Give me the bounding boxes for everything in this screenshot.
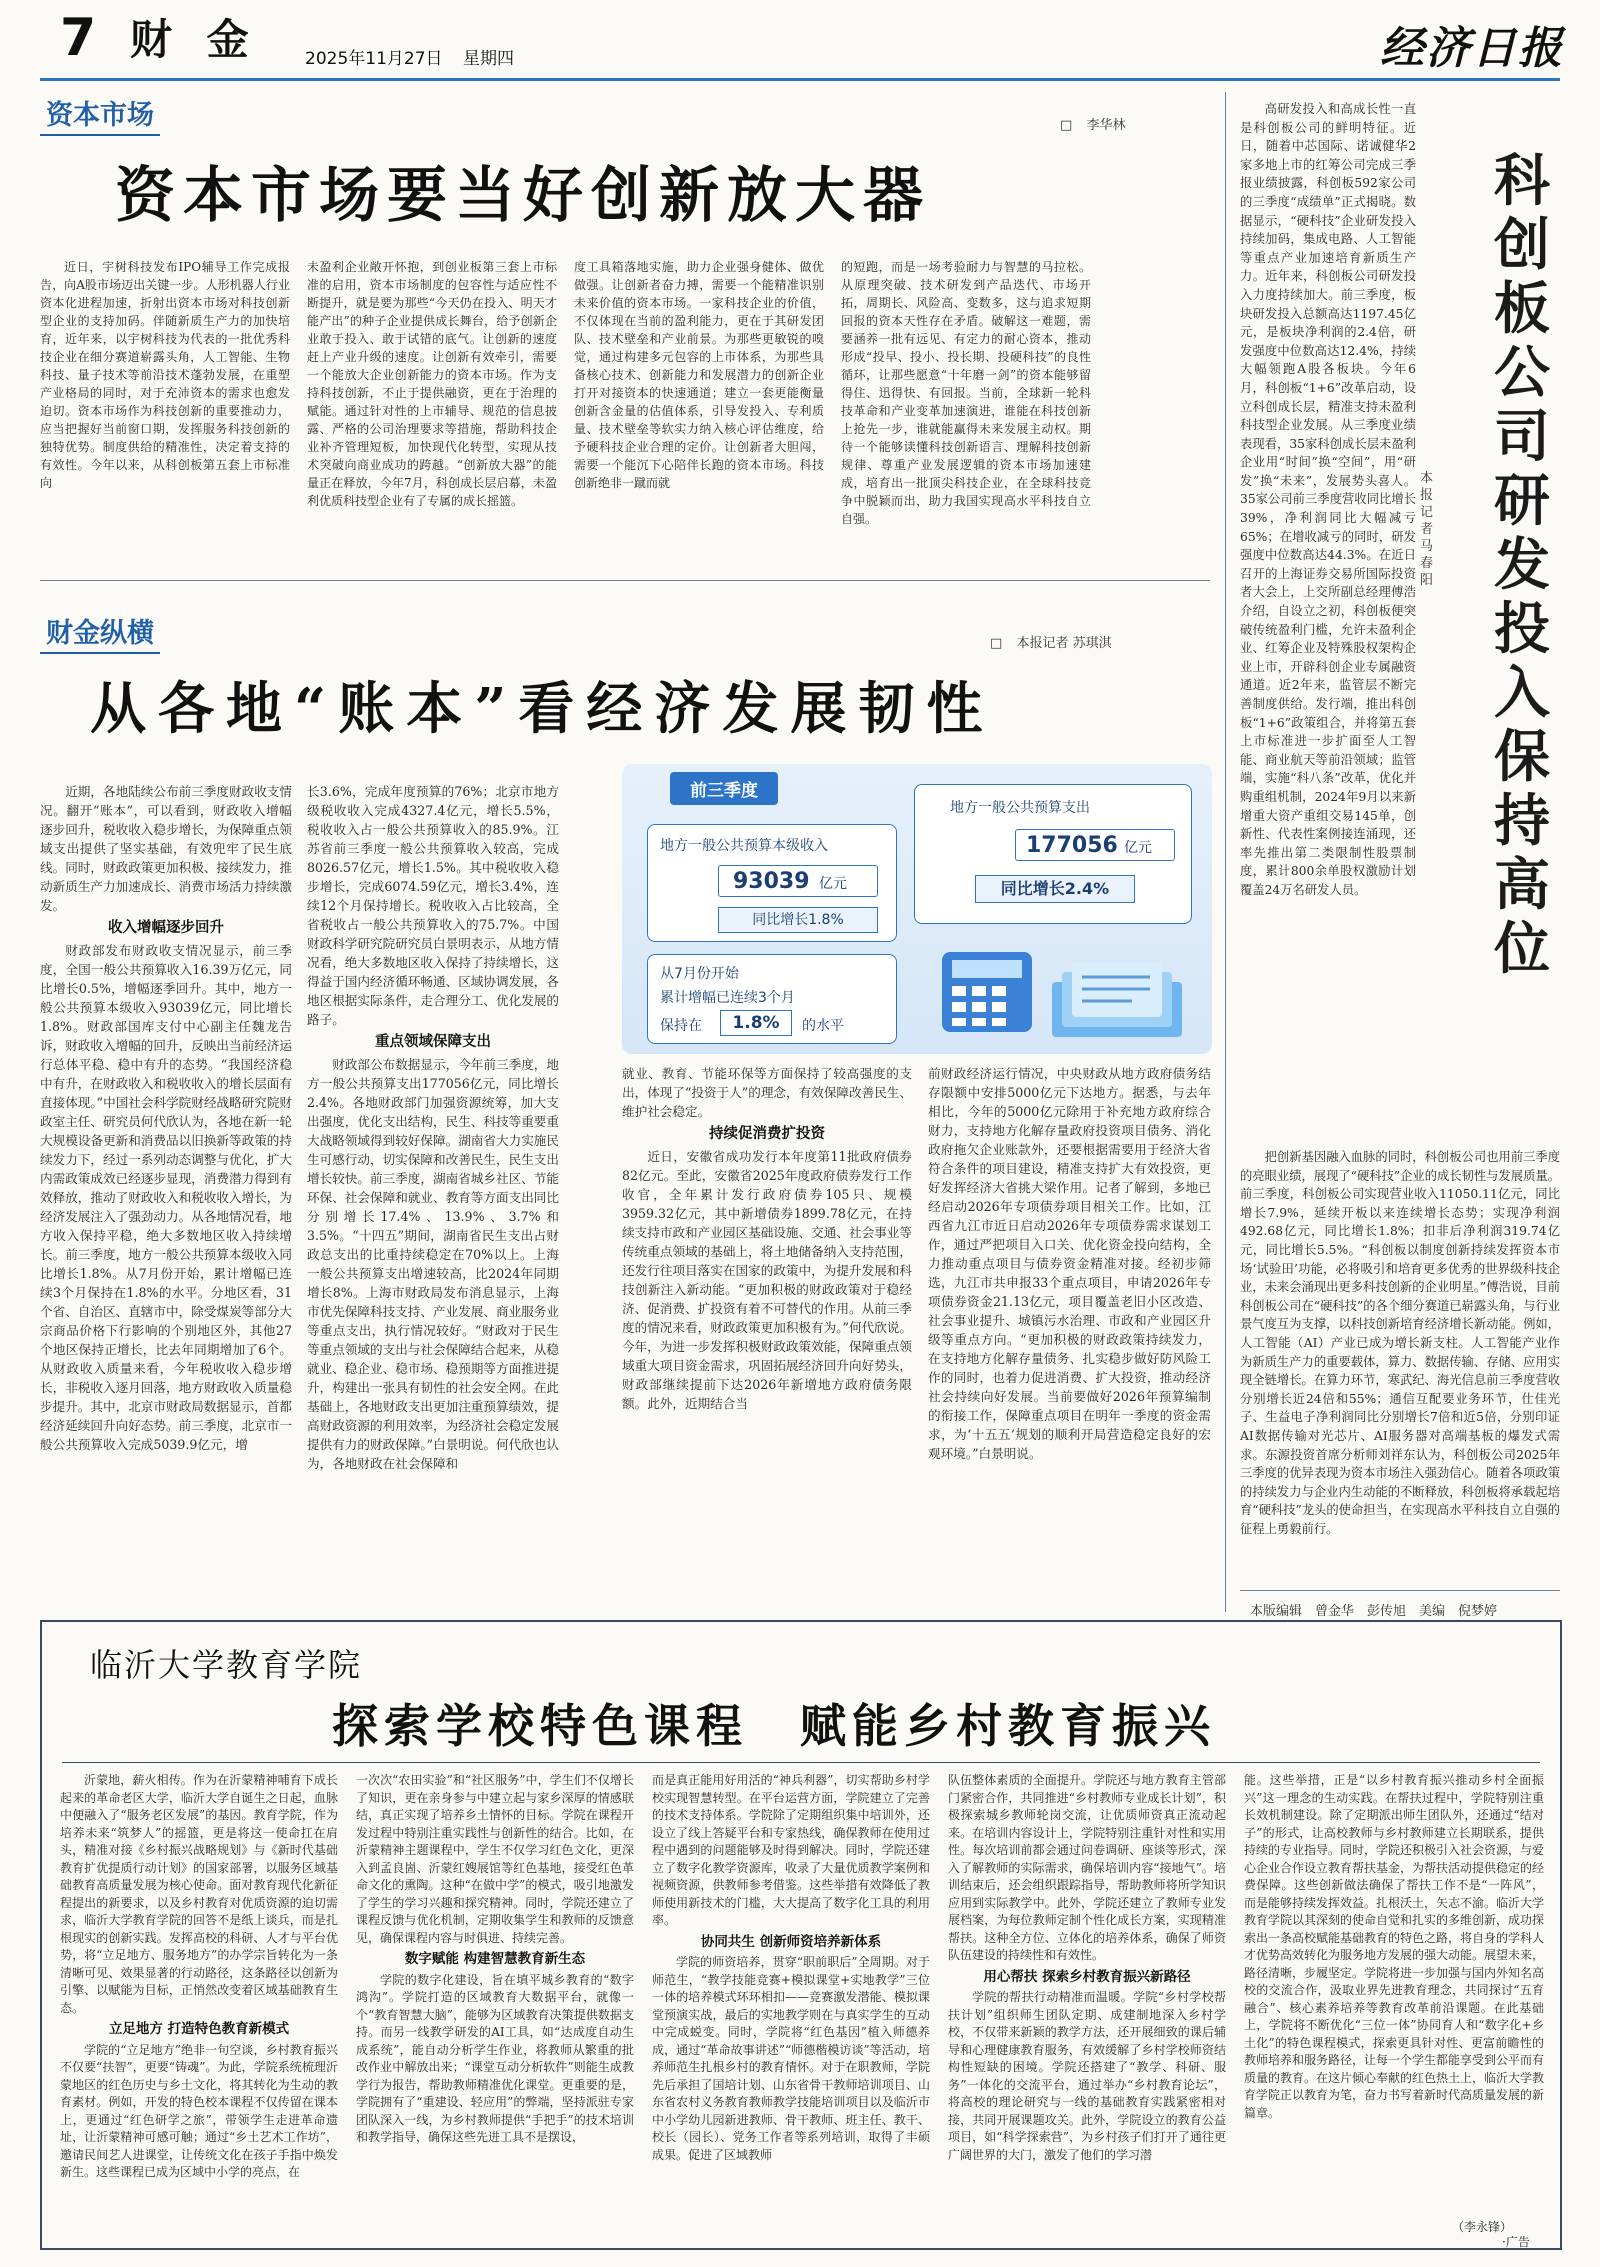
ad-column-2: [356, 1772, 634, 2242]
ad-subheading-3: 协同共生 创新师资培养新体系: [700, 1933, 882, 1950]
paragraph: 一次次“农田实验”和“社区服务”中，学生们不仅增长了知识，更在亲身参与中建立起与家乡深厚的情感联结，真正实现了培养乡土情怀的目标。学院在课程开发过程中特别注重实践性与创新性的结合。比如，在沂蒙精神主题课程中，学生不仅学习红色文化，更深入到孟良崮、沂蒙红嫂展馆等红色基地，接受红色革命文化的熏陶。这种“在做中学”的模式，吸引地激发了学生的学习兴趣和探究精神。同时，学院还建立了课程反馈与优化机制，定期收集学生和教师的反馈意见，确保课程内容与时俱进、持续完善。: [356, 1773, 634, 1945]
article2-column-2: [307, 782, 559, 1612]
page-credits: 本版编辑 曾金华 彭传旭 美编 倪梦婷: [1250, 1604, 1498, 1619]
paragraph: 能。这些举措，正是“以乡村教育振兴推动乡村全面振兴”这一理念的生动实践。在帮扶过程中，学院特别注重长效机制建设。除了定期派出师生团队外，还通过“结对子”的形式，让高校教师与乡村教师建立长期联系，提供持续的专业指导。同时，学院还积极引入社会资源，与爱心企业合作设立教育帮扶基金，为帮扶活动提供稳定的经费保障。这些创新做法确保了帮扶工作不是“一阵风”，而是能够持续发挥效益。扎根沃土，矢志不渝。临沂大学教育学院以其深刻的使命自觉和扎实的多维创新，成功探索出一条高校赋能基础教育的特色之路，将自身的学科人才优势高效转化为服务地方发展的强大动能。展望未来，路径清晰，步履坚定。学院将进一步加强与国内外知名高校的交流合作，汲取业界先进教育理念，共同探讨“五育融合”、核心素养培养等教育改革前沿课题。在此基础上，学院将不断优化“三位一体”协同育人和“数字化+乡土化”的特色课程模式，探索更具针对性、更富前瞻性的教师培养和服务路径，让每一个学生都能享受到公平而有质量的教育。在这片倾心奉献的红色热土上，临沂大学教育学院正以教育为笔，奋力书写着新时代高质量发展的新篇章。: [1244, 1773, 1544, 2120]
paragraph: 学院的师资培养，贯穿“职前职后”全周期。对于师范生，“教学技能竞赛+模拟课堂+实地教学”三位一体的培养模式环环相扣——竞赛激发潜能、模拟课堂预演实战，最后的实地教学则在与真实学生的互动中完成蜕变。同时，学院将“红色基因”植入师德养成，通过“革命故事讲述”“师德楷模访谈”等活动，培养师范生扎根乡村的教育情怀。对于在职教师，学院先后承担了国培计划、山东省骨干教师培训项目、山东省农村义务教育教师教学技能培训项目以及临沂市中小学幼儿园新进教师、骨干教师、班主任、教干、校长（园长）、党务工作者等系列培训，取得了丰硕成果。促进了区域教师: [652, 1955, 930, 2162]
author-name: 本报记者 苏琪淇: [1016, 636, 1112, 651]
stay-at-text: 保持在: [660, 1018, 702, 1034]
article2-column-4: [928, 1064, 1211, 1612]
expenditure-value-box: [1015, 829, 1175, 861]
ad-mark: ·广告: [1502, 2235, 1530, 2249]
expenditure-unit: 亿元: [1124, 840, 1152, 856]
masthead: [0, 0, 1600, 84]
ad-title-rule: [62, 1762, 1540, 1763]
article1-column-1: [40, 258, 290, 570]
article1-column-2: [307, 258, 557, 570]
column-tag-finance-perspective: 财金纵横: [40, 616, 160, 654]
subheading-consumption: 持续促消费扩投资: [709, 1126, 825, 1142]
sidebar-byline: 本报记者 马春阳: [1420, 471, 1434, 588]
paragraph: 近日，宇树科技发布IPO辅导工作完成报告，向A股市场迈出关键一步。人形机器人行业资本化进程加速，折射出资本市场对科技创新型企业的支持加码。伴随新质生产力的加快培育，近年来，以宇树科技为代表的一批优秀科技企业在细分赛道崭露头角，人工智能、生物科技、量子技术等前沿技术蓬勃发展，在重塑产业格局的同时，对于充沛资本的需求也愈发迫切。资本市场作为科技创新的重要推动力，应当把握好当前窗口期，发挥服务科技创新的独特优势。制度供给的精准性，决定着支持的有效性。今年以来，从科创板第五套上市标准向: [40, 260, 290, 490]
ad-subheading-1: 立足地方 打造特色教育新模式: [108, 2021, 290, 2037]
subheading-revenue: 收入增幅逐步回升: [108, 920, 224, 936]
paragraph: 财政部发布财政收支情况显示，前三季度，全国一般公共预算收入16.39万亿元，同比增长0.5%，增幅逐季回升。其中，地方一般公共预算本级收入93039亿元，同比增长1.8%。财政部国库支付中心副主任魏龙告诉，财政收入增幅的回升，反映出当前经济运行总体平稳、稳中有升的态势。“我国经济稳中有升，在财政收入和税收收入的增长层面有直接体现。”中国社会科学院财经战略研究院财政室主任、研究员何代欣认为，各地在新一轮大规模设备更新和消费品以旧换新等政策的持续发力下，经过一系列动态调整与优化，扩大内需政策成效已经逐步显现，消费潜力得到有效释放，推动了财政收入和税收收入增长，为经济发展注入了强劲动力。从各地情况看，地方收入保持平稳，绝大多数地区收入持续增长。前三季度，地方一般公共预算本级收入同比增长1.8%。从7月份开始，累计增幅已连续3个月保持在1.8%的水平。分地区看，31个省、自治区、直辖市中，除受煤炭等部分大宗商品价格下行影响的个别地区外，其他27个地区保持正增长，比去年同期增加了6个。从财政收入质量来看，今年税收收入稳步增长，非税收入逐月回落，地方财政收入质量稳步提升。其中，北京市财政局数据显示，首都经济延续回升向好态势。前三季度，北京市一般公共预算收入完成5039.9亿元，增: [40, 943, 292, 1452]
author-name: 李华林: [1086, 118, 1126, 133]
divider: [1225, 92, 1226, 1612]
sidebar-text-narrow: [1240, 100, 1416, 1142]
revenue-value: 93039: [733, 869, 810, 894]
issue-weekday: 星期四: [463, 49, 514, 69]
paragraph: 学院的“立足地方”绝非一句空谈，乡村教育振兴不仅要“扶智”，更要“铸魂”。为此，学院系统梳理沂蒙地区的红色历史与乡土文化，将其转化为生动的教育素材。例如，开发的特色校本课程不仅传留在课本上，更通过“红色研学之旅”，带领学生走进革命遗址，让沂蒙精神可感可触；通过“乡土艺术工作坊”，邀请民间艺人进课堂，让传统文化在孩子手指中焕发新生。这些课程已成为区域中小学的亮点，在: [60, 2042, 338, 2179]
issue-date: 2025年11月27日: [305, 49, 443, 69]
expenditure-growth: 同比增长2.4%: [975, 875, 1135, 903]
article2-byline: [990, 632, 1112, 651]
paragraph: 度工具箱落地实施，助力企业强身健体、做优做强。让创新者奋力搏，需要一个能精准识别未来价值的资本市场。一家科技企业的价值，不仅体现在当前的盈利能力，更在于其研发团队、技术壁垒和产业前景。为那些更敏锐的嗅觉，通过构建多元包容的上市体系，为那些具备核心技术、创新能力和发展潜力的创新企业打开对接资本的快速通道；建立一套更能衡量创新含金量的估值体系，引导发投入、专利质量、技术壁垒等软实力纳入核心评估维度，给予硬科技企业合理的定价。让创新者大胆闯，需要一个能沉下心陪伴长跑的资本市场。科技创新绝非一蹴而就: [574, 260, 824, 490]
article2-headline: 从各地“账本”看经济发展韧性: [90, 676, 995, 742]
article1-headline: 资本市场要当好创新放大器: [115, 161, 931, 231]
paragraph: 而是真正能用好用活的“神兵利器”，切实帮助乡村学校实现智慧转型。在平台运营方面，学院建立了完善的技术支持体系。学院除了定期组织集中培训外，还设立了线上答疑平台和专家热线，确保教师在使用过程中遇到的问题能够及时得到解决。同时，学院还建立了数字化教学资源库，收录了大量优质教学案例和视频资源，供教师参考借鉴。这些举措有效降低了教师使用新技术的门槛，大大提高了数字化工具的利用率。: [652, 1773, 930, 1927]
expenditure-value: 177056: [1026, 833, 1118, 858]
paragraph: 把创新基因融入血脉的同时，科创板公司也用前三季度的亮眼业绩，展现了“硬科技”企业的成长韧性与发展质量。前三季度，科创板公司实现营业收入11050.11亿元，同比增长7.9%，延续开板以来连续增长态势；实现净利润492.68亿元，同比增长1.8%；扣非后净利润319.74亿元，同比增长5.5%。“科创板以制度创新持续发挥资本市场‘试验田’功能，必将吸引和培育更多优秀的世界级科技企业，未来会涌现出更多科技创新的企业明星。”傅浩说，目前科创板公司在“硬科技”的各个细分赛道已崭露头角，与行业景气度互为支撑，以科技创新培育经济增长新动能。例如，人工智能（AI）产业已成为增长新支柱。人工智能产业作为新质生产力的重要载体，算力、数据传输、存储、应用实现全链增长。在算力环节，寒武纪、海光信息前三季度营收分别增长近24倍和55%；通信互配要业务环节，仕佳光子、生益电子净利润同比分别增长7倍和近5倍，分别印证AI数据传输对光芯片、AI服务器对高端基板的爆发式需求。东源投资首席分析师刘祥东认为，科创板公司2025年三季度的优异表现为资本市场注入强劲信心。随着各项政策的持续发力与企业内生动能的不断释放，科创板将承载起培育“硬科技”龙头的使命担当，在实现高水平科技自立自强的征程上勇毅前行。: [1240, 1150, 1560, 1536]
revenue-growth: 同比增长1.8%: [718, 907, 878, 933]
paragraph: 财政部公布数据显示，今年前三季度，地方一般公共预算支出177056亿元，同比增长2.4%。各地财政部门加强资源统筹，加大支出强度，优化支出结构，民生、科技等重要重大战略领域得到较好保障。湖南省大力实施民生可感行动，切实保障和改善民生，民生支出增长较快。前三季度，湖南省城乡社区、节能环保、社会保障和就业、教育等方面支出同比分别增长17.4%、13.9%、3.7%和3.5%。“十四五”期间，湖南省民生支出占财政总支出的比重持续稳定在70%以上。上海一般公共预算支出增速较高，比2024年同期增长8%。上海市财政局发布消息显示，上海市优先保障科技支持、产业发展、商业服务业等重点支出，执行情况较好。“财政对于民生等重点领域的支出与社会保障结合起来，从稳就业、稳企业、稳市场、稳预期等方面推进提升，构建出一张具有韧性的社会安全网。在此基础上，各地财政支出更加注重预算绩效，提高财政资源的利用效率，为经济社会稳定发展提供有力的财政保障。”白景明说。何代欣也认为，各地财政在社会保障和: [307, 1057, 559, 1471]
sidebar-text-wide: [1240, 1148, 1560, 1578]
paper-name-logo: 经济日报: [1380, 23, 1564, 74]
ad-headline: 探索学校特色课程 赋能乡村教育振兴: [332, 1699, 1216, 1753]
article1-column-3: [574, 258, 824, 570]
cumulative-text: 累计增幅已连续3个月: [660, 990, 795, 1006]
paragraph: 学院的数字化建设，旨在填平城乡教育的“数字鸿沟”。学院打造的区域教育大数据平台，就像一个“教育智慧大脑”，能够为区域教育决策提供数据支持。而另一线教学研发的AI工具，如“达成度自动生成系统”，能自动分析学生作业，将教师从繁重的批改作业中解放出来；“课堂互动分析软件”则能生成教学行为报告，帮助教师精准优化课堂。更重要的是，学院拥有了“重建设、轻应用”的弊端，坚持派驻专家团队深入一线，为乡村教师提供“手把手”的技术培训和教学指导，确保这些先进工具不是摆设，: [356, 1972, 634, 2144]
revenue-unit: 亿元: [819, 876, 847, 892]
calculator-illustration: [922, 932, 1202, 1047]
sidebar-vertical-title: [1490, 150, 1554, 982]
since-july: 从7月份开始: [660, 966, 739, 982]
ad-subheading-2: 数字赋能 构建智慧教育新生态: [404, 1951, 586, 1967]
revenue-value-box: [718, 865, 878, 897]
paragraph: 的短跑，而是一场考验耐力与智慧的马拉松。从原理突破、技术研发到产品迭代、市场开拓，周期长、风险高、变数多，这与追求短期回报的资本天性存在矛盾。破解这一难题，需要涵养一批有远见、有定力的耐心资本，推动形成“投早、投小、投长期、投硬科技”的良性循环，让那些愿意“十年磨一剑”的资本能够留得住、迅得快、有回报。当前，全球新一轮科技革命和产业变革加速演进，谁能在科技创新上抢先一步，谁就能赢得未来发展主动权。期待一个能够读懂科技创新语言、理解科技创新规律、尊重产业发展逻辑的资本市场加速建成，培育出一批顶尖科技企业，在全球科技竞争中脱颖而出，助力我国实现高水平科技自立自强。: [841, 260, 1091, 526]
article2-column-1: [40, 782, 292, 1612]
page-number: 7: [60, 8, 97, 68]
ad-signature: （李永锋）: [1452, 2220, 1513, 2234]
paragraph: 队伍整体素质的全面提升。学院还与地方教育主管部门紧密合作，共同推进“乡村教师专业成长计划”，积极探索城乡教师轮岗交流，让优质师资真正流动起来。在培训内容设计上，学院特别注重针对性和实用性。每次培训前都会通过问卷调研、座谈等形式，深入了解教师的实际需求，确保培训内容“接地气”。培训结束后，还会组织跟踪指导，帮助教师将所学知识应用到实际教学中。此外，学院还建立了教师专业发展档案，为每位教师定制个性化成长方案，实现精准帮扶。这种全方位、立体化的培养体系，确保了师资队伍建设的持续性和有效性。: [948, 1773, 1226, 1962]
ad-column-1: [60, 1772, 338, 2242]
stay-suffix: 的水平: [802, 1018, 844, 1034]
ad-column-4: [948, 1772, 1226, 2242]
ad-column-5: [1244, 1772, 1544, 2217]
byline-mark: □: [990, 636, 1003, 651]
sidebar-title: 科创板公司研发投入保持高位: [1494, 149, 1550, 982]
paragraph: 就业、教育、节能环保等方面保持了较高强度的支出，体现了“投资于人”的理念，有效保障改善民生、维护社会稳定。: [622, 1066, 912, 1119]
paragraph: 近日，安徽省成功发行本年度第11批政府债券82亿元。至此，安徽省2025年度政府债券发行工作收官，全年累计发行政府债券105只、规模3959.32亿元，其中新增债券1899.78亿元，在持续支持市政和产业园区基础设施、交通、社会事业等传统重点领域的基础上，将土地储备纳入支持范围，还发行往项目落实在国家的政策中，为提升发展和科技创新注入新动能。“更加积极的财政政策对于稳经济、促消费、扩投资有着不可替代的作用。从前三季度的情况来看，财政政策更加积极有为。”何代欣说。今年，为进一步发挥积极财政政策效能，保障重点领域重大项目资金需求，巩固拓展经济回升向好势头，财政部继续提前下达2026年新增地方政府债务限额。此外，近期结合当: [622, 1149, 912, 1411]
paragraph: 高研发投入和高成长性一直是科创板公司的鲜明特征。近日，随着中芯国际、诺诚健华2家多地上市的红筹公司完成三季报业绩披露，科创板592家公司的三季度“成绩单”正式揭晓。数据显示，“硬科技”企业研发投入持续加码，集成电路、人工智能等重点产业加速培育新质生产力。近年来，科创板公司研发投入力度持续加大。前三季度，板块研发投入总额高达1197.45亿元，是板块净利润的2.4倍，研发强度中位数高达12.4%，持续大幅领跑A股各板块。今年6月，科创板“1+6”改革启动，设立科创成长层，精准支持未盈利科技型企业发展。从三季度业绩表现看，35家科创成长层未盈利企业用“时间”换“空间”，用“研发”换“未来”，发展势头喜人。35家公司前三季度营收同比增长39%，净利润同比大幅减亏65%；在增收减亏的同时，研发强度中位数高达44.3%。在近日召开的上海证券交易所国际投资者大会上，上交所副总经理傅浩介绍，自设立之初，科创板便突破传统盈利门槛，允许未盈利企业、红筹企业及特殊股权架构企业上市，开辟科创企业专属融资通道。近2年来，监管层不断完善制度供给。发行端，推出科创板“1+6”政策组合，并将第五套上市标准进一步扩面至人工智能、商业航天等前沿领域；监管端，实施“科八条”改革，优化并购重组机制，2024年9月以来新增重大资产重组交易145单，创新性、代表性案例接连涌现，还率先推出第二类限制性股票制度，累计800余单股权激励计划覆盖24万名研发人员。: [1240, 102, 1416, 897]
article2-column-3: [622, 1064, 912, 1612]
expenditure-label: 地方一般公共预算支出: [950, 800, 1090, 816]
article1-byline: [1060, 114, 1125, 133]
paragraph: 学院的帮扶行动精准而温暖。学院“乡村学校帮扶计划”组织师生团队定期、成建制地深入乡村学校，不仅带来新颖的教学方法，还开展细致的课后辅导和心理健康教育服务，有效缓解了乡村学校师资结构性短缺的困境。学院还搭建了“教学、科研、服务”一体化的交流平台，通过举办“乡村教育论坛”，将高校的理论研究与一线的基础教育实践紧密相对接，共同开展课题攻关。此外，学院设立的教育公益项目，如“科学探索营”，为乡村孩子们打开了通往更广阔世界的大门，激发了他们的学习潜: [948, 1990, 1226, 2162]
article1-column-4: [841, 258, 1091, 570]
paragraph: 未盈利企业敞开怀抱，到创业板第三套上市标准的启用，资本市场制度的包容性与适应性不断提升，就是要为那些“今天仍在投入、明天才能产出”的种子企业提供成长舞台，给予创新企业敢于投入、敢于试错的底气。让创新的速度赶上产业升级的速度。让创新有效牵引，需要一个能放大企业创新能力的资本市场。作为支持科技创新，不止于提供融资，更在于治理的赋能。通过针对性的上市辅导、规范的信息披露、严格的公司治理要求等措施，帮助科技企业补齐管理短板，加快现代化转型，实现从技术突破向商业成功的跨越。“创新放大器”的能量正在释放，今年7月，科创成长层启幕，未盈利优质科技型企业有了专属的成长摇篮。: [307, 260, 557, 508]
paragraph: 前财政经济运行情况，中央财政从地方政府债务结存限额中安排5000亿元下达地方。据悉，与去年相比，今年的5000亿元除用于补充地方政府综合财力，支持地方化解存量政府投资项目债务、消化政府拖欠企业账款外，还要根据需要用于经济大省符合条件的项目建设，精准支持扩大有效投资，更好发挥经济大省挑大梁作用。记者了解到，多地已经启动2026年专项债券项目相关工作。比如，江西省九江市近日启动2026年专项债券需求谋划工作，通过严把项目入口关、优化资金投向结构，全力推动重点项目与债券资金精准对接。经初步筛选，九江市共申报33个重点项目，申请2026年专项债券资金21.13亿元，项目覆盖老旧小区改造、社会事业提升、城镇污水治理、市政和产业园区升级等重点方向。“更加积极的财政政策持续发力，在支持地方化解存量债务、扎实稳步做好防风险工作的同时，也着力促进消费、扩大投资，推动经济社会持续向好发展。当前要做好2026年预算编制的衔接工作，保障重点项目在明年一季度的资金需求，为‘十五五’规划的顺利开局营造稳定良好的宏观环境。”白景明说。: [928, 1066, 1211, 1461]
ad-subheading-4: 用心帮扶 探索乡村教育振兴新路径: [983, 1968, 1191, 1985]
subheading-spending: 重点领域保障支出: [375, 1034, 491, 1050]
advertisement-box: [40, 1620, 1562, 2250]
section-name: 财 金: [130, 15, 259, 64]
paragraph: 沂蒙地，薪火相传。作为在沂蒙精神哺育下成长起来的革命老区大学，临沂大学自诞生之日起，血脉中便融入了“服务老区发展”的基因。教育学院，作为培养未来“筑梦人”的摇篮，更是将这一使命扛在肩头，精准对接《乡村振兴战略规划》与《新时代基础教育扩优提质行动计划》的国家部署，以服务区域基础教育高质量发展为核心使命。面对教育现代化新征程提出的新要求，以及乡村教育对优质资源的迫切需求，临沂大学教育学院的回答不是纸上谈兵，而是扎根现实的创新实践。发挥高校的科研、人才与平台优势，将“立足地方、服务地方”的办学宗旨转化为一条清晰可见、效果显著的行动路径，这条路径以创新为引擎、以赋能为目标，正悄然改变着区域基础教育生态。: [60, 1773, 338, 2015]
revenue-label: 地方一般公共预算本级收入: [660, 838, 828, 854]
byline-mark: □: [1060, 118, 1073, 133]
column-tag-capital-market: 资本市场: [40, 98, 160, 136]
expenditure-box: [914, 784, 1192, 924]
masthead-rule: [40, 78, 1560, 81]
ad-organization: 临沂大学教育学院: [90, 1646, 363, 1684]
divider: [40, 580, 1210, 581]
paragraph: 近期，各地陆续公布前三季度财政收支情况。翻开“账本”，可以看到，财政收入增幅逐步回升，税收收入稳步增长，为保障重点领域支出提供了坚实基础，有效兜牢了民生底线。同时，财政政策更加积极、接续发力，推动新质生产力加速成长、消费市场活力持续激发。: [40, 784, 292, 913]
revenue-box: [647, 824, 897, 942]
divider: [1240, 1590, 1560, 1591]
stay-value: 1.8%: [720, 1010, 792, 1036]
period-label: 前三季度: [670, 772, 778, 805]
ad-column-3: [652, 1772, 930, 2242]
paragraph: 长3.6%，完成年度预算的76%；北京市地方级税收收入完成4327.4亿元，增长5.5%，税收收入占一般公共预算收入的85.9%。江苏省前三季度一般公共预算收入较高，完成8026.57亿元，增长1.5%。其中税收收入稳步增长，完成6074.59亿元，增长3.4%，连续12个月保持增长。税收收入占比较高，全省税收占一般公共预算收入的75.7%。中国财政科学研究院研究员白景明表示，从地方情况看，绝大多数地区收入保持了持续增长，这得益于国内经济循环畅通、区域协调发展，各地区根据实际条件，走合理分工、优化发展的路子。: [307, 784, 559, 1027]
trend-box: [647, 954, 897, 1044]
fiscal-infographic: [622, 764, 1212, 1054]
